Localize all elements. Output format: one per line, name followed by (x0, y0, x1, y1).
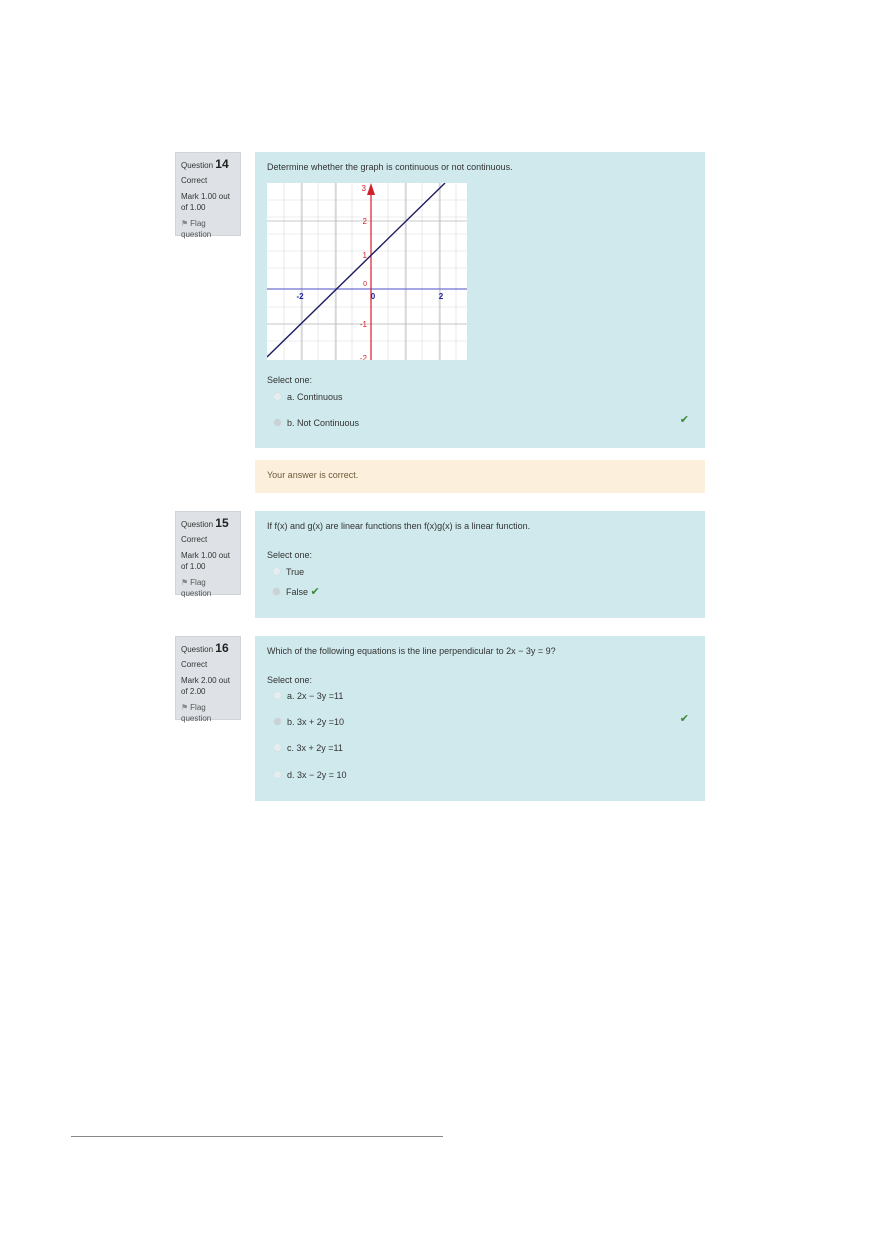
question-16-content (255, 636, 705, 801)
question-text: Determine whether the graph is continuous or not continuous. (267, 162, 513, 172)
select-one-prompt: Select one: (267, 375, 313, 385)
continuity-graph (267, 183, 467, 360)
answer-option-b[interactable] (273, 716, 344, 728)
flag-question-link[interactable] (181, 577, 235, 599)
question-number-line (181, 159, 235, 171)
option-label: True (286, 567, 305, 577)
question-14-content (255, 152, 705, 448)
question-state: Correct (181, 176, 208, 185)
answer-option-a[interactable] (273, 391, 343, 403)
y-tick-label: 0 (363, 281, 367, 288)
select-one-prompt: Select one: (267, 675, 313, 685)
radio-icon[interactable] (273, 392, 282, 401)
radio-icon[interactable] (273, 691, 282, 700)
question-state: Correct (181, 660, 208, 669)
radio-icon[interactable] (273, 717, 282, 726)
x-tick-label: 0 (370, 292, 376, 301)
radio-icon[interactable] (272, 587, 281, 596)
select-one-prompt: Select one: (267, 550, 313, 560)
option-label: c. 3x + 2y =11 (287, 743, 343, 753)
question-text: If f(x) and g(x) are linear functions then f(x)g(x) is a linear function. (267, 521, 531, 531)
option-label: d. 3x − 2y = 10 (287, 770, 347, 780)
question-label: Question (181, 520, 214, 529)
question-15-content (255, 511, 705, 618)
question-grade: Mark 1.00 out of 1.00 (181, 551, 230, 571)
y-tick-label: -2 (359, 354, 367, 360)
flag-question-label: Flag question (181, 578, 212, 598)
y-tick-label: 2 (362, 217, 367, 226)
flag-icon: ⚑ (181, 578, 189, 587)
question-number: 15 (215, 516, 229, 530)
answer-feedback: Your answer is correct. (255, 460, 705, 493)
option-label: b. 3x + 2y =10 (287, 717, 345, 727)
question-grade: Mark 1.00 out of 1.00 (181, 192, 230, 212)
answer-option-c[interactable] (273, 742, 343, 754)
flag-question-link[interactable] (181, 702, 235, 724)
flag-question-label: Flag question (181, 219, 212, 239)
option-label: False (286, 587, 309, 597)
answer-option-false[interactable] (272, 586, 320, 598)
y-tick-label: 3 (361, 184, 366, 193)
answer-option-b[interactable] (273, 417, 359, 429)
question-number: 14 (215, 157, 229, 171)
y-tick-label: 1 (362, 251, 367, 260)
answer-option-a[interactable] (273, 690, 343, 702)
question-label: Question (181, 161, 214, 170)
option-label: a. 2x − 3y =11 (287, 691, 344, 701)
flag-question-link[interactable] (181, 218, 235, 240)
flag-question-label: Flag question (181, 703, 212, 723)
radio-icon[interactable] (273, 770, 282, 779)
question-text: Which of the following equations is the line perpendicular to 2x − 3y = 9? (267, 646, 556, 656)
question-number-line (181, 518, 235, 530)
check-icon: ✔ (679, 713, 689, 725)
check-icon: ✔ (679, 414, 689, 426)
answer-option-true[interactable] (272, 566, 304, 578)
question-grade: Mark 2.00 out of 2.00 (181, 676, 230, 696)
flag-icon: ⚑ (181, 219, 189, 228)
y-tick-label: -1 (359, 320, 367, 329)
question-number: 16 (215, 641, 229, 655)
radio-icon[interactable] (272, 567, 281, 576)
question-label: Question (181, 645, 214, 654)
question-state: Correct (181, 535, 208, 544)
question-16-info (175, 636, 241, 723)
question-number-line (181, 643, 235, 655)
answer-option-d[interactable] (273, 769, 347, 781)
radio-icon[interactable] (273, 418, 282, 427)
x-tick-label: -2 (296, 292, 304, 301)
option-label: a. Continuous (287, 392, 343, 402)
radio-icon[interactable] (273, 743, 282, 752)
x-tick-label: 2 (438, 292, 444, 301)
check-icon: ✔ (310, 586, 320, 598)
question-14-info (175, 152, 241, 239)
option-label: b. Not Continuous (287, 418, 360, 428)
page-footer-rule (71, 1136, 443, 1137)
question-15-info (175, 511, 241, 598)
flag-icon: ⚑ (181, 703, 189, 712)
